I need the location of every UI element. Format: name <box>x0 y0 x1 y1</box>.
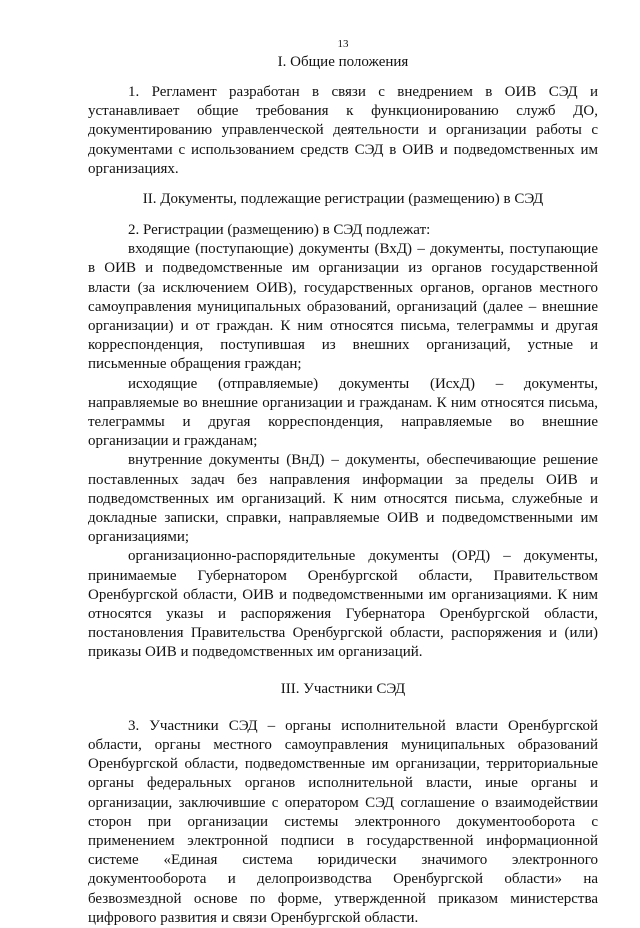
paragraph-internal-documents: внутренние документы (ВнД) – документы, обеспечивающие решение поставленных задач без направления информации за пределы ОИВ и подведомственных им организаций. К ним относятся письма, служебные и докладные записки, справки, направляемые ОИВ и подведомственными им организациями; <box>88 452 598 546</box>
paragraph-ord-documents: организационно-распорядительные документы (ОРД) – документы, принимаемые Губернатором Оренбургской области, Правительством Оренбургской области, ОИВ и подведомственными им организациями. К ним относятся указы и распоряжения Губернатора Оренбургской области, постановления Правительства Оренбургской области, распоряжения и (или) приказы ОИВ и подведомственных им организаций. <box>88 548 598 661</box>
page-number: 13 <box>337 38 349 50</box>
paragraph-3: 3. Участники СЭД – органы исполнительной власти Оренбургской области, органы местного самоуправления муниципальных образований Оренбургской области, подведомственные им организации, территориальные органы федеральных органов исполнительной власти, иные органы и организации, заключившие с оператором СЭД соглашение о взаимодействии сторон при организации системы электронного документооборота с применением электронной подписи в государственной информационной системе «Единая система юридически значимого электронного документооборота и делопроизводства Оренбургской области» на безвозмездной основе по форме, утвержденной приказом министерства цифрового развития и связи Оренбургской области. <box>88 717 598 926</box>
section-heading-general-provisions: I. Общие положения <box>277 54 409 70</box>
section-heading-documents-to-register: II. Документы, подлежащие регистрации (размещению) в СЭД <box>142 191 544 208</box>
paragraph-1: 1. Регламент разработан в связи с внедрением в ОИВ СЭД и устанавливает общие требования к функционированию служб ДО, документированию управленческой деятельности и организации работы с документами с использованием средств СЭД в ОИВ и подведомственных им организациях. <box>88 84 598 177</box>
paragraph-2: 2. Регистрации (размещению) в СЭД подлежат: <box>128 222 431 239</box>
section-heading-participants: III. Участники СЭД <box>280 680 406 697</box>
paragraph-incoming-documents: входящие (поступающие) документы (ВхД) – документы, поступающие в ОИВ и подведомственные им организации из органов государственной власти (за исключением ОИВ), государственных органов, органов местного самоуправления муниципальных образований, организаций (далее – внешние организации) и от граждан. К ним относятся письма, телеграммы и другая корреспонденция, поступившая из внешних организаций, устные и письменные обращения граждан; <box>88 241 598 373</box>
paragraph-outgoing-documents: исходящие (отправляемые) документы (ИсхД) – документы, направляемые во внешние организации и гражданам. К ним относятся письма, телеграммы и другая корреспонденция, направляемые во внешние организации и гражданам; <box>88 375 598 450</box>
